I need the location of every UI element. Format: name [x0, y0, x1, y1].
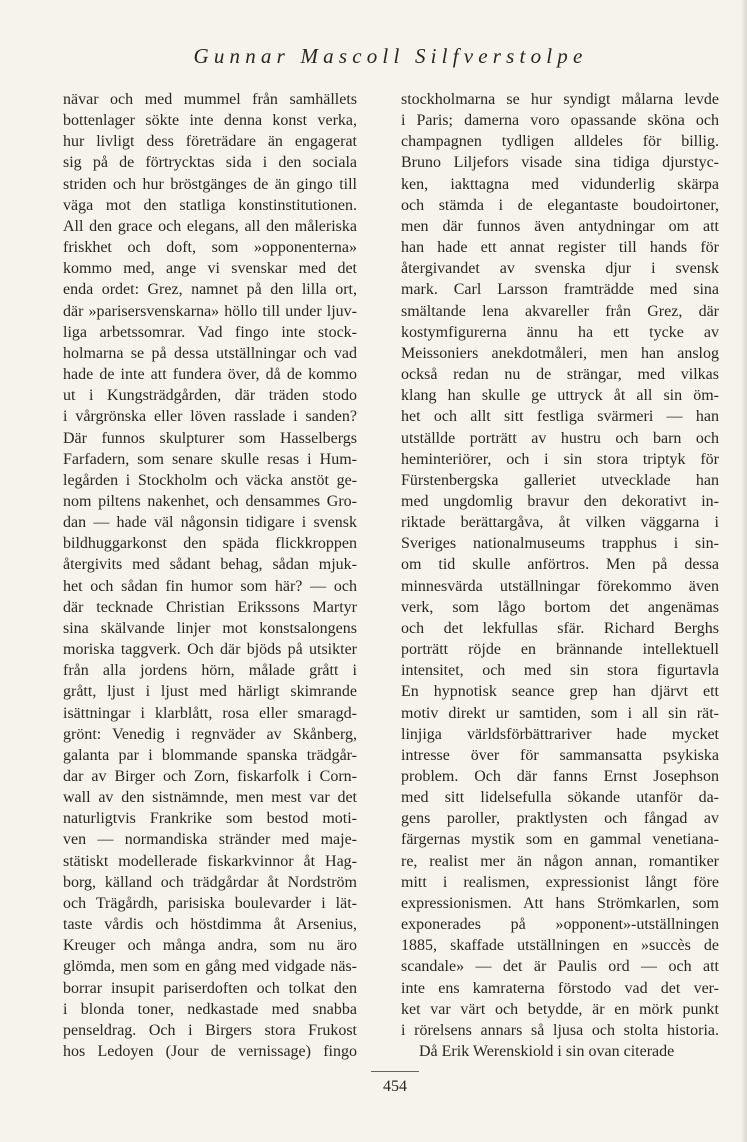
text-line: Fürstenbergska galleriet utvecklade han [401, 471, 719, 489]
text-line: där tecknade Christian Erikssons Martyr [63, 598, 357, 616]
text-line: ut i Kungsträdgården, där träden stodo [63, 387, 357, 405]
text-line: taste vårdis och höstdimma åt Arsenius, [63, 916, 357, 934]
text-line: sina skälvande linjer mot konstsalongens [63, 619, 357, 637]
text-line: dar av Birger och Zorn, fiskarfolk i Corn- [63, 768, 357, 785]
text-line: isättningar i klarblått, rosa eller smaragd- [63, 704, 357, 722]
text-line: men där funnos även antydningar om att [401, 217, 719, 235]
text-line: intresse över för sammansatta psykiska [401, 746, 719, 764]
text-line: mark. Carl Larsson framträdde med sina [401, 281, 719, 299]
text-line: nävar och med mummel från samhällets [63, 91, 357, 108]
text-line: intensitet, och med sin stora figurtavla [401, 662, 719, 680]
text-line: het och sådan fin humor som här? — och [63, 577, 357, 595]
text-line: hade de inte att fundera över, då de kommo [63, 366, 357, 384]
text-line: riktade berättargåva, åt vilken väggarna i [401, 514, 719, 532]
text-line: Kreuger och många andra, som nu äro [63, 937, 357, 955]
text-line: legården i Stockholm och väcka anstöt ge- [63, 471, 357, 489]
text-line: heminteriörer, och i sin stora triptyk för [401, 450, 719, 468]
text-line: med sitt lidelsefulla sökande utanför da- [401, 789, 719, 807]
text-line: motiv direkt ur samtiden, som i all sin rät- [401, 704, 719, 722]
text-line: Där funnos skulpturer som Hasselbergs [63, 429, 357, 447]
text-line: wall av den sistnämnde, men mest var det [63, 789, 357, 807]
text-line: Bruno Liljefors visade sina tidiga djurstyc- [401, 154, 719, 172]
text-line: kostymfigurerna ännu ha ett tycke av [401, 323, 719, 341]
text-line: ket var värt och betydde, är en mörk punkt [401, 1000, 719, 1018]
text-line: med ungdomlig bravur den dekorativt in- [401, 492, 719, 510]
text-line: i vårgrönska eller löven rasslade i sanden? [63, 408, 357, 426]
text-line: 1885, skaffade utställningen en »succès de [401, 937, 719, 955]
text-line: liga arbetssomrar. Vad fingo inte stock- [63, 323, 357, 341]
text-line: striden och hur bröstgänges de än gingo till [63, 175, 357, 193]
text-line: bildhuggarkonst den späda flickkroppen [63, 535, 357, 553]
text-line: naturligtvis Frankrike som bestod moti- [63, 810, 357, 828]
text-line: återgivits med sådant behag, sådan mjuk- [63, 556, 357, 574]
text-line: färgernas mystik som en gammal venetiana- [401, 831, 719, 849]
text-line: grått, ljust i ljust med härligt skimrande [63, 683, 357, 701]
text-line: återgivandet av svenska djur i svensk [401, 260, 719, 278]
text-line: väga mot den statliga konstinstitutionen. [63, 196, 357, 214]
text-line: scandale» — det är Paulis ord — och att [401, 958, 719, 976]
text-line: också redan nu de strängar, med vilkas [401, 366, 719, 384]
text-line: problem. Och där fanns Ernst Josephson [401, 768, 719, 785]
page-number: 454 [383, 1078, 407, 1095]
text-line: Sveriges nationalmuseums trapphus i sin- [401, 535, 719, 553]
text-line: Meissoniers anekdotmåleri, men han anslog [401, 344, 719, 362]
text-line: mitt i realismen, expressionist långt före [401, 873, 719, 891]
text-line: dan — hade väl någonsin tidigare i svensk [63, 514, 357, 532]
text-column-left [63, 89, 357, 1062]
text-line: grönt: Venedig i regnväder av Skånberg, [63, 725, 357, 743]
text-line: där »parisersvenskarna» höllo till under ljuv- [63, 302, 357, 320]
text-line: All den grace och elegans, all den måleriska [63, 217, 357, 235]
text-line: kommo med, ange vi svenskar med det [63, 260, 357, 278]
text-line: Farfadern, som senare skulle resas i Hum- [63, 450, 357, 468]
text-line: inte ens kamraterna förstodo vad det ver- [401, 979, 719, 997]
text-line: bottenlager sökte inte denna konst verka, [63, 112, 357, 130]
page-edge [741, 0, 747, 1142]
text-line: och Trägårdh, parisiska boulevarder i lät- [63, 894, 357, 912]
text-line: hos Ledoyen (Jour de vernissage) fingo [63, 1043, 357, 1061]
text-line: stätiskt modellerade fiskarkvinnor åt Hag- [63, 852, 357, 870]
text-line: champagnen tydligen alldeles för billig. [401, 133, 719, 151]
text-line: nom piltens nakenhet, och densammes Gro- [63, 492, 357, 510]
text-line: holmarna se på dessa utställningar och vad [63, 344, 357, 362]
text-line: Då Erik Werenskiold i sin ovan citerade [419, 1043, 675, 1061]
text-line: ken, iakttagna med vidunderlig skärpa [401, 175, 719, 193]
text-line: och det lekfullas sfär. Richard Berghs [401, 619, 719, 637]
text-line: borg, källand och trädgårdar åt Nordström [63, 873, 357, 891]
text-line: han hade ett annat register till hands för [401, 239, 719, 257]
text-line: minnesvärda utställningar förekommo även [401, 577, 719, 595]
text-line: hur livligt dess företrädare än engagerat [63, 133, 357, 151]
running-head: Gunnar Mascoll Silfverstolpe [193, 44, 588, 68]
text-line: stockholmarna se hur syndigt målarna levde [401, 91, 719, 108]
text-line: porträtt röjde en brännande intellektuell [401, 641, 719, 659]
text-line: glömda, men som en gång med vidgade näs- [63, 958, 357, 976]
text-line: och stämda i de elegantaste boudoirtoner, [401, 196, 719, 214]
text-line: re, realist mer än någon annan, romantiker [401, 852, 719, 870]
text-line: klang han skulle ge uttryck åt all sin öm- [401, 387, 719, 405]
folio-rule [371, 1071, 419, 1072]
text-line: friskhet och doft, som »opponenterna» [63, 239, 357, 257]
text-line: smältande lena akvareller från Grez, där [401, 302, 719, 320]
text-line: borrar insupit pariserdoften och tolkat den [63, 979, 357, 997]
text-line: i blonda toner, nedkastade med snabba [63, 1000, 357, 1018]
text-column-right [401, 89, 719, 1062]
text-line: sig på de förtrycktas sida i den sociala [63, 154, 357, 172]
text-line: galanta par i blommande spanska trädgår- [63, 746, 357, 764]
text-line: utställde porträtt av hustru och barn och [401, 429, 719, 447]
text-line: verk, som lågo bortom det angenämas [401, 598, 719, 616]
text-line: gens paroller, praktlysten och fångad av [401, 810, 719, 828]
text-line: från alla jordens hörn, målade grått i [63, 662, 357, 680]
text-line: om tid skulle anförtros. Men på dessa [401, 556, 719, 574]
text-line: het och allt sitt festliga svärmeri — han [401, 408, 719, 426]
text-line: penseldrag. Och i Birgers stora Frukost [63, 1021, 357, 1039]
text-line: i Paris; damerna voro opassande sköna och [401, 112, 719, 130]
text-line: exponerades på »opponent»-utställningen [401, 916, 719, 934]
text-line: expressionismen. Att hans Strömkarlen, som [401, 894, 719, 912]
text-line: linjiga världsförbättrariver hade mycket [401, 725, 719, 743]
text-line: i rörelsens annars så ljusa och stolta historia. [401, 1021, 719, 1039]
text-line: ven — normandiska stränder med maje- [63, 831, 357, 849]
text-line: En hypnotisk seance grep han djärvt ett [401, 683, 719, 701]
text-line: enda ordet: Grez, namnet på den lilla ort, [63, 281, 357, 299]
text-line: moriska taggverk. Och där bjöds på utsikter [63, 641, 357, 659]
